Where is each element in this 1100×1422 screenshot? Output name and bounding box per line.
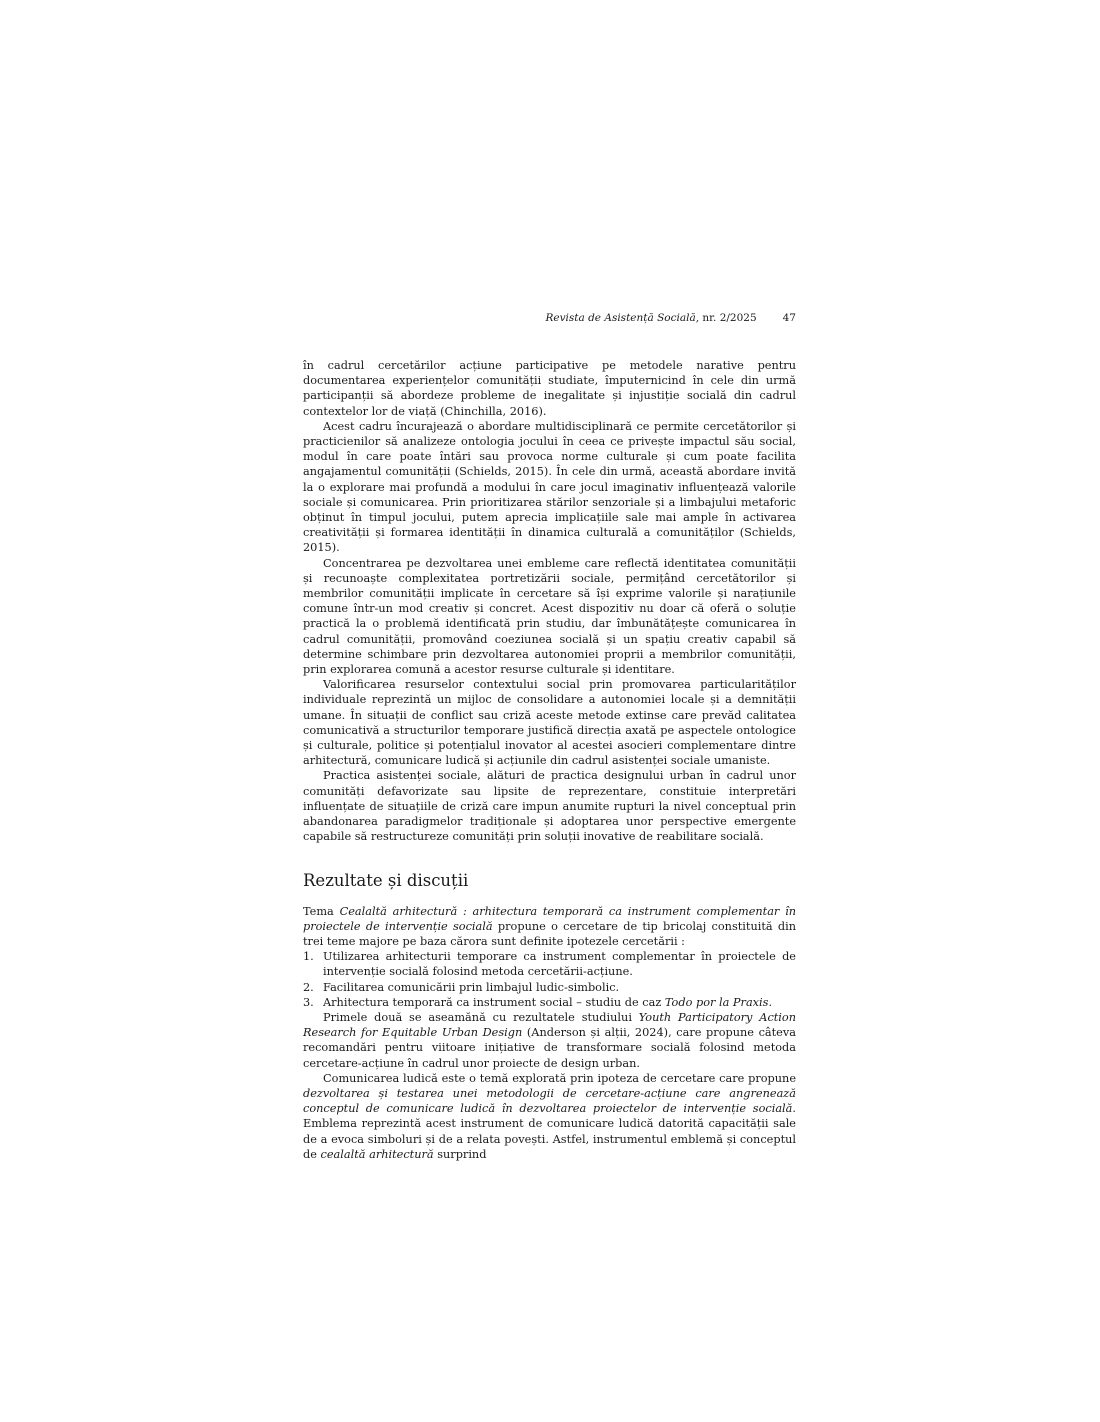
paragraph-6 [303,904,796,950]
list-number: 2. [303,980,314,994]
paragraph-8 [303,1071,796,1162]
italic-phrase: cealaltă arhitectură [320,1147,434,1161]
body-text [303,358,796,1162]
paragraph-1: în cadrul cercetărilor acțiune participative pe metodele narative pentru documentarea experiențelor comunității studiate, împuternicind în cele din urmă participanții să abordeze probleme de inegalitate și injustiție socială din cadrul contextelor lor de viață (Chinchilla, 2016). [303,359,796,418]
list-text: Utilizarea arhitecturii temporare ca instrument complementar în proiectele de intervenție socială folosind metoda cercetării-acțiune. [323,950,796,979]
section-heading: Rezultate și discuții [303,870,469,890]
journal-title: Revista de Asistență Socială, [545,312,700,324]
page-number: 47 [782,312,796,324]
list-text: Facilitarea comunicării prin limbajul ludic-simbolic. [323,980,620,994]
list-italic: Todo por la Praxis. [664,995,773,1009]
text-run: (Anderson și alții, 2024), care propune câteva recomandări pentru viitoare inițiative de transformare socială folosind metoda cercetare-acțiune în cadrul unor proiecte de design urban. [303,1026,796,1070]
running-header [303,312,796,324]
list-item [303,949,796,979]
paragraph-3: Concentrarea pe dezvoltarea unei embleme care reflectă identitatea comunității și recunoaște complexitatea portretizării sociale, permițând cercetătorilor și membrilor comunității implicate în cercetare să își exprime valorile și narațiunile comune într-un mod creativ și concret. Acest dispozitiv nu doar că oferă o soluție practică la o problemă identificată prin studiu, dar îmbunătățește comunicarea în cadrul comunității, promovând coeziunea socială și un spațiu creativ capabil să determine schimbare prin dezvoltarea autonomiei proprii a membrilor comunității, prin explorarea comună a acestor resurse culturale și identitare. [303,556,796,677]
paragraph-2: Acest cadru încurajează o abordare multidisciplinară ce permite cercetătorilor și practicienilor să analizeze ontologia jocului în ceea ce privește impactul său social, modul în care poate întări sau provoca norme culturale și cum poate facilita angajamentul comunității (Schields, 2015). În cele din urmă, această abordare invită la o explorare mai profundă a modului în care jocul imaginativ influențează valorile sociale și comunicarea. Prin prioritizarea stărilor senzoriale și a limbajului metaforic obținut în timpul jocului, putem aprecia implicațiile sale mai ample în activarea creativității și formarea identității în dinamica culturală a comunităților (Schields, 2015). [303,419,796,555]
paragraph-5: Practica asistenței sociale, alături de practica designului urban în cadrul unor comunități defavorizate sau lipsite de reprezentare, constituie interpretări influențate de situațiile de criză care impun anumite rupturi la nivel conceptual prin abandonarea paradigmelor tradiționale și adoptarea unor perspective emergente capabile să restructureze comunități prin soluții inovative de reabilitare socială. [303,769,796,844]
paragraph-4: Valorificarea resurselor contextului social prin promovarea particularităților individuale reprezintă un mijloc de consolidare a autonomiei locale și a demnității umane. În situații de conflict sau criză aceste metode extinse care prevăd calitatea comunicativă a structurilor temporare justifică direcția axată pe aspectele ontologice și culturale, politice și potențialul inovator al acestei asocieri complementare dintre arhitectură, comunicare ludică și acțiunile din cadrul asistenței sociale umaniste. [303,678,796,768]
text-run: Tema [303,904,340,918]
text-run: propune o cercetare de tip bricolaj constituită din trei teme majore pe baza cărora sunt definite ipotezele cercetării : [303,919,797,948]
list-item [303,980,796,995]
italic-phrase: dezvoltarea și testarea unei metodologii de cercetare-acțiune care angrenează conceptul de comunicare ludică în dezvoltarea proiectelor de intervenție socială. [303,1086,796,1116]
text-run: Emblema reprezintă acest instrument de comunicare ludică datorită capacității sale de a evoca simboluri și de a relata povești. Astfel, instrumentul emblemă și conceptul de [303,1117,796,1161]
issue-number: nr. 2/2025 [702,312,757,324]
list-number: 3. [303,995,314,1009]
text-run: Comunicarea ludică este o temă explorată prin ipoteza de cercetare care propune [323,1071,796,1085]
italic-title: Cealaltă arhitectură : arhitectura temporară ca instrument complementar în proiectele de intervenție socială [303,904,796,933]
list-item [303,995,796,1010]
hypotheses-list [303,949,796,1010]
list-number: 1. [303,950,314,964]
text-run: surprind [433,1147,487,1161]
italic-title: Youth Participatory Action Research for Equitable Urban Design [303,1010,796,1040]
list-text: Arhitectura temporară ca instrument social – studiu de caz [323,995,665,1009]
text-run: Primele două se aseamănă cu rezultatele studiului [323,1010,639,1024]
paragraph-7 [303,1010,796,1071]
